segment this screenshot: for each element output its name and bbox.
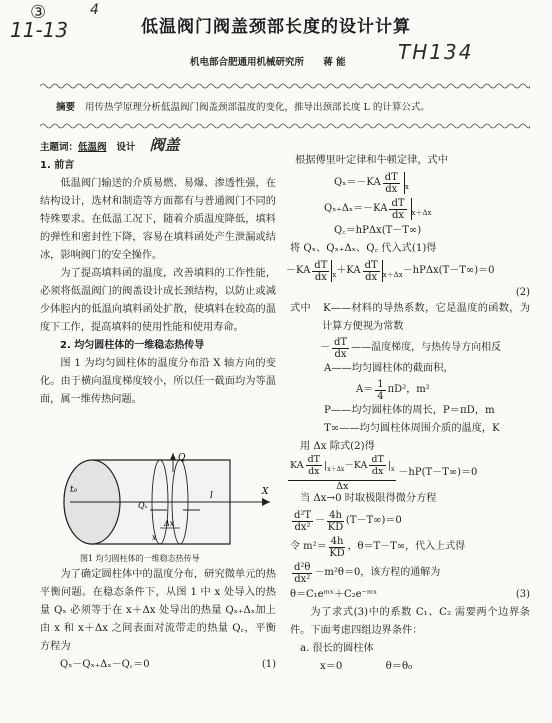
frac-d2T: $\frac{\text{d²T}}{\text{dx²}}$ (294, 509, 312, 533)
affiliation: 机电部合肥通用机械研究所 (190, 57, 305, 68)
limit-text: 当 Δx→0 时取极限得微分方程 (300, 493, 437, 504)
equation-qx (334, 170, 530, 196)
author-affiliation (190, 54, 346, 68)
where-P: P——均匀圆柱体的周长，P＝πD，m (324, 405, 495, 416)
equation-1 (40, 656, 276, 674)
frac-eq2-2: $\frac{dT}{dx}$ (364, 259, 378, 283)
boundary-intro: 为了求式(3)中的系数 C₁、C₂ 需要两个边界条件。下面考虑四组边界条件： (290, 607, 530, 636)
equation-1-text: Qₓ－Qₓ₊Δₓ－Q꜀＝0 (60, 659, 150, 670)
figure-caption: 图1 均匀圆柱体的一维稳态热传导 (80, 554, 200, 563)
paragraph-1: 低温阀门输送的介质易燃、易爆、渗透性强，在结构设计，选材和制造等方面都有与普通阀门不同的特殊要求。在低温工况下，随着介质温度降低，填料的弹性和密封性下降，容易在填料函处产生泄漏或结冰，影响阀门的安全操作。 (40, 178, 276, 261)
where-K (290, 300, 530, 336)
figure-cylinder (40, 450, 276, 548)
paper-title: 低温阀门阀盖颈部长度的设计计算 (141, 17, 411, 37)
handwritten-fraction: 4 (90, 2, 99, 18)
where-A-eq-tail: πD²，m² (387, 384, 430, 395)
keyword-2: 设计 (116, 142, 136, 153)
abstract (56, 100, 526, 115)
handwritten-keyword-note: 阀盖 (149, 136, 180, 154)
eq-qx-sub: x (404, 183, 409, 191)
right-intro: 根据傅里叶定律和牛顿定律，式中 (295, 155, 448, 166)
equation-qxdx (324, 196, 530, 222)
paragraph-4: 为了确定圆柱体中的温度分布，研究微单元的热平衡问题。在稳态条件下，从图 1 中 x 处导入的热量 Qₓ 必须等于在 x＋Δx 处导出的热量 Qₓ₊Δₓ加上由 x 和 x＋Δx 之间表面对流带走的热量 Q꜀，平衡方程为 (40, 569, 276, 652)
figure-label-dx: Δx (164, 519, 175, 528)
left-column-lower (40, 566, 276, 674)
eq2-sub-2: x＋Δx (382, 271, 403, 279)
boundary-a: a. 很长的圆柱体 (300, 643, 374, 654)
eq2-mid: ＋KA (336, 265, 361, 276)
paragraph-2: 为了提高填料函的温度，改善填料的工作性能，必须将低温阀门的阀盖设计成长颈结构，以防止或减少体腔内的低温向填料函处扩散，使填料在较高的温度下工作，提高填料的使用性能和使用寿命。 (40, 268, 276, 333)
equation-2-number-row (290, 284, 530, 300)
section-heading-2: 2. 均匀圆柱体的一维稳态热传导 (60, 340, 205, 351)
frac-dT-dx-1: $\frac{dT}{dx}$ (384, 171, 398, 195)
equation-4: $\frac{\text{d²T}}{\text{dx²}}$ － $\frac{4h}{KD}$ (T－T∞)＝0 (294, 509, 402, 533)
keywords-label: 主题词： (40, 142, 79, 153)
section-heading-1: 1. 前言 (40, 160, 75, 171)
wave-divider-top (40, 82, 530, 90)
eq-qxdx-left: Qₓ₊Δₓ＝－KA (324, 203, 388, 214)
abstract-text: 用传热学原理分析低温阀门阀盖颈部温度的变化，推导出颈部长度 L 的计算公式。 (85, 102, 430, 113)
where-label: 式中 (290, 303, 312, 314)
equation-2-number: (2) (515, 287, 530, 298)
eq6-text: θ＝C₁eᵐˣ＋C₂e⁻ᵐˣ (290, 589, 378, 600)
where-K-text: K——材料的导热系数，它是温度的函数，为计算方便视为常数 (322, 303, 531, 332)
author: 蒋 能 (323, 57, 346, 68)
where-gradient-text: ——温度梯度，与热传导方向相反 (351, 342, 502, 353)
figure-label-l: l (210, 491, 213, 501)
equation-1-number: (1) (261, 659, 276, 670)
where-A-eq (356, 378, 530, 402)
frac-m2: $\frac{4h}{KD}$ (329, 535, 345, 559)
let-left: 令 m²＝ (290, 541, 327, 552)
wave-divider-bottom (40, 122, 530, 130)
frac-4h-KD: $\frac{4h}{KD}$ (327, 509, 344, 533)
equation-5 (290, 560, 530, 586)
equation-6 (290, 586, 530, 604)
eq2-sub-1: x (332, 271, 337, 279)
handwritten-classification: TH134 (398, 40, 474, 64)
eq4-tail: (T－T∞)＝0 (345, 515, 402, 526)
figure-label-qx: Qₓ (138, 501, 148, 510)
eq5-tail: －m²θ＝0，该方程的通解为 (314, 567, 441, 578)
abstract-label: 摘要 (56, 102, 76, 113)
where-A: A——均匀圆柱体的截面积， (324, 363, 454, 374)
eq-qc: Q꜀＝hPΔx(T－T∞) (334, 225, 422, 236)
frac-eq2-1: $\frac{dT}{dx}$ (314, 259, 328, 283)
figure-label-t0: t₀ (70, 485, 78, 495)
where-A-eq-left: A＝ (356, 384, 374, 395)
handwritten-code: 11-13 (10, 18, 69, 42)
divide-text: 用 Δx 除式(2)得 (300, 441, 375, 452)
eq3-tail: －hP(T－T∞)＝0 (398, 467, 478, 478)
where-T: T∞——均匀圆柱体周围介质的温度，K (324, 423, 500, 434)
keywords (40, 136, 276, 157)
figure-label-axis-x: X (262, 487, 269, 497)
frac-dT-dx-2: $\frac{dT}{dx}$ (391, 197, 405, 221)
where-gradient: － $\frac{dT}{dx}$ ——温度梯度，与热传导方向相反 (320, 336, 502, 360)
equation-let (290, 534, 530, 560)
right-column (286, 152, 531, 676)
frac-quarter: $\frac{1}{4}$ (377, 378, 384, 402)
boundary-a-eq (320, 658, 530, 676)
bc-a-eq2: θ＝θ₀ (385, 661, 413, 672)
frac-eq3-big: KA $\frac{dT}{dx}$ $|_{x+\Delta x}-KA$ $\frac{dT}{dx}$ $|_x$ Δx (290, 454, 395, 492)
eq-qxdx-sub: x＋Δx (411, 209, 432, 217)
figure-label-q: Q (178, 453, 186, 463)
figure-label-x: x (152, 533, 157, 542)
eq2-right: －hPΔx(T－T∞)＝0 (402, 265, 495, 276)
equation-2 (286, 258, 530, 284)
handwritten-circled-number: ③ (30, 2, 47, 23)
frac-d2theta: $\frac{\text{d²θ}}{\text{dx²}}$ (294, 561, 311, 585)
keyword-1: 低温阀 (78, 142, 107, 153)
frac-gradient: $\frac{dT}{dx}$ (334, 336, 348, 360)
bc-a-eq1: x＝0 (320, 661, 343, 672)
eq2-left: －KA (286, 265, 311, 276)
right-substitute: 将 Qₓ、Qₓ₊Δₓ、Q꜀ 代入式(1)得 (290, 243, 437, 254)
left-column (40, 136, 276, 409)
equation-6-number: (3) (515, 589, 530, 600)
eq-qx-left: Qₓ＝－KA (334, 177, 381, 188)
let-tail: ，θ＝T－T∞，代入上式得 (347, 541, 466, 552)
paragraph-3: 图 1 为均匀圆柱体的温度分布沿 X 轴方向的变化。由于横向温度梯度较小，所以任一截面均为等温面，属一维传热问题。 (40, 358, 276, 405)
equation-qc (334, 222, 530, 240)
equation-3 (286, 456, 530, 490)
